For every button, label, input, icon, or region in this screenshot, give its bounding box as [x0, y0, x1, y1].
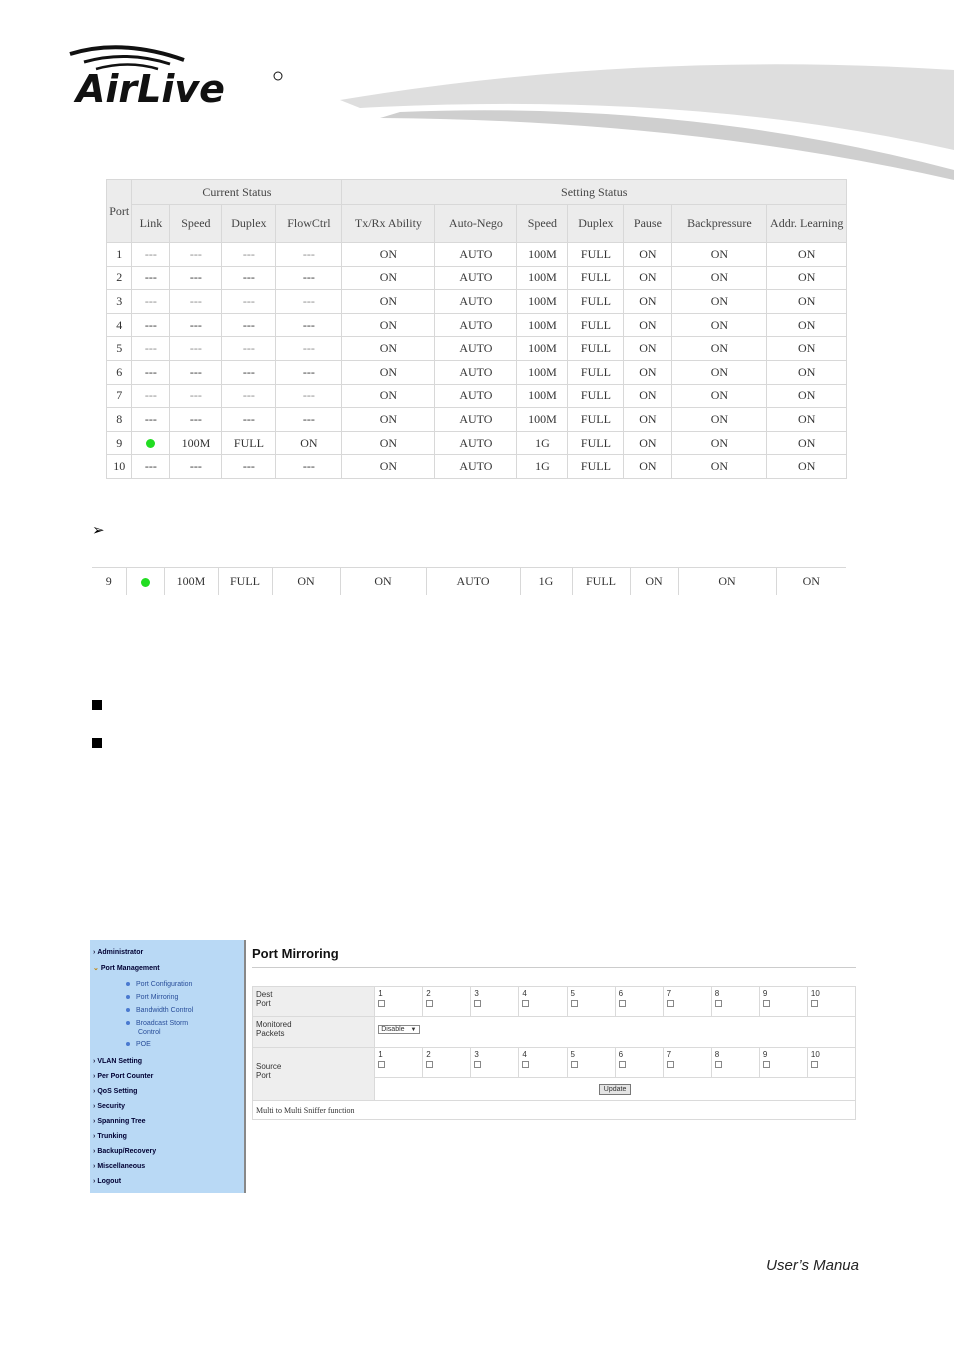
- table-cell-duplex: ---: [222, 384, 276, 408]
- dest-port-cell: [375, 987, 423, 1017]
- page-title: Port Mirroring: [252, 946, 339, 961]
- source-port-cell: [759, 1048, 807, 1078]
- header-swoosh: [340, 60, 954, 180]
- table-cell-duplex: ---: [222, 313, 276, 337]
- table-cell-duplex: ---: [222, 337, 276, 361]
- dest-port-checkbox[interactable]: [522, 1000, 529, 1007]
- table-cell-port: 4: [107, 313, 132, 337]
- source-port-number: 9: [762, 1050, 768, 1059]
- bullet-icon: [126, 1008, 130, 1012]
- table-row: [107, 455, 847, 479]
- dest-port-number: 5: [570, 989, 575, 998]
- table-cell-s_speed: 100M: [517, 290, 568, 314]
- table-cell-link: ---: [132, 290, 170, 314]
- row-cell: ON: [340, 568, 426, 595]
- source-port-label: Source Port: [253, 1048, 375, 1101]
- dest-port-number: 9: [762, 989, 768, 998]
- table-cell-s_duplex: FULL: [568, 431, 624, 455]
- dest-port-cell: [567, 987, 615, 1017]
- table-cell-flow: ---: [276, 408, 342, 432]
- table-cell-flow: ---: [276, 337, 342, 361]
- table-cell-link: ---: [132, 408, 170, 432]
- table-cell-addr: ON: [767, 313, 847, 337]
- dest-port-checkbox[interactable]: [715, 1000, 722, 1007]
- table-cell-duplex: ---: [222, 290, 276, 314]
- table-cell-pause: ON: [624, 290, 672, 314]
- table-cell-s_speed: 1G: [517, 455, 568, 479]
- col-backpressure: Backpressure: [672, 205, 767, 243]
- table-cell-flow: ON: [276, 431, 342, 455]
- table-cell-speed: ---: [170, 266, 222, 290]
- table-cell-nego: AUTO: [435, 408, 517, 432]
- row-cell: FULL: [218, 568, 272, 595]
- table-cell-flow: ---: [276, 313, 342, 337]
- table-cell-pause: ON: [624, 431, 672, 455]
- chevron-down-icon: ⌄: [93, 965, 99, 972]
- table-cell-port: 5: [107, 337, 132, 361]
- dest-port-number: 6: [618, 989, 624, 998]
- chevron-right-icon: ›: [93, 1058, 96, 1065]
- dest-port-number: 7: [666, 989, 672, 998]
- table-cell-flow: ---: [276, 243, 342, 267]
- table-row: [107, 266, 847, 290]
- table-cell-back: ON: [672, 455, 767, 479]
- update-button[interactable]: Update: [599, 1084, 632, 1095]
- table-row: [107, 337, 847, 361]
- table-cell-addr: ON: [767, 290, 847, 314]
- table-cell-back: ON: [672, 360, 767, 384]
- table-cell-port: 7: [107, 384, 132, 408]
- table-cell-speed: ---: [170, 243, 222, 267]
- table-cell-speed: ---: [170, 384, 222, 408]
- dest-port-cell: [711, 987, 759, 1017]
- sniffer-function-note: Multi to Multi Sniffer function: [253, 1101, 856, 1120]
- dest-port-checkbox[interactable]: [571, 1000, 578, 1007]
- source-port-checkbox[interactable]: [619, 1061, 626, 1068]
- link-up-icon: [146, 439, 155, 448]
- dest-port-number: 8: [714, 989, 720, 998]
- sidebar-item-qos-setting[interactable]: › QoS Setting: [93, 1088, 138, 1095]
- col-link: Link: [132, 205, 170, 243]
- dest-port-checkbox[interactable]: [811, 1000, 818, 1007]
- col-flowctrl: FlowCtrl: [276, 205, 342, 243]
- table-row: [107, 290, 847, 314]
- table-cell-nego: AUTO: [435, 455, 517, 479]
- source-port-number: 5: [570, 1050, 575, 1059]
- source-port-number: 1: [378, 1050, 383, 1059]
- table-cell-addr: ON: [767, 266, 847, 290]
- bullet-icon: [126, 995, 130, 999]
- row-cell: 1G: [520, 568, 572, 595]
- col-duplex: Duplex: [222, 205, 276, 243]
- source-port-number: 6: [618, 1050, 624, 1059]
- source-port-number: 3: [474, 1050, 479, 1059]
- table-cell-link: [132, 431, 170, 455]
- row-cell: ON: [678, 568, 776, 595]
- source-port-cell: [615, 1048, 663, 1078]
- row-cell: 100M: [164, 568, 218, 595]
- dest-port-cell: [471, 987, 519, 1017]
- table-cell-nego: AUTO: [435, 384, 517, 408]
- table-cell-link: ---: [132, 455, 170, 479]
- table-cell-back: ON: [672, 408, 767, 432]
- table-cell-speed: ---: [170, 313, 222, 337]
- row-cell: ON: [630, 568, 678, 595]
- source-port-checkbox[interactable]: [378, 1061, 385, 1068]
- table-cell-port: 2: [107, 266, 132, 290]
- monitored-packets-label: Monitored Packets: [253, 1017, 375, 1048]
- dest-port-checkbox[interactable]: [667, 1000, 674, 1007]
- port-9-row: [92, 567, 846, 595]
- source-port-checkbox[interactable]: [571, 1061, 578, 1068]
- table-cell-link: ---: [132, 360, 170, 384]
- source-port-checkbox[interactable]: [715, 1061, 722, 1068]
- table-cell-nego: AUTO: [435, 431, 517, 455]
- table-cell-s_speed: 100M: [517, 313, 568, 337]
- table-cell-s_speed: 100M: [517, 337, 568, 361]
- col-txrx: Tx/Rx Ability: [342, 205, 435, 243]
- col-pause: Pause: [624, 205, 672, 243]
- table-cell-port: 3: [107, 290, 132, 314]
- port-mirroring-table: [252, 986, 856, 1120]
- table-cell-nego: AUTO: [435, 313, 517, 337]
- sidebar-menu: [90, 940, 246, 1193]
- table-row: [107, 313, 847, 337]
- source-port-checkbox[interactable]: [811, 1061, 818, 1068]
- source-port-cell: [567, 1048, 615, 1078]
- sidebar-item-administrator[interactable]: › Administrator: [93, 949, 144, 956]
- table-row: [107, 408, 847, 432]
- dest-port-cell: [663, 987, 711, 1017]
- table-cell-nego: AUTO: [435, 337, 517, 361]
- col-set-speed: Speed: [517, 205, 568, 243]
- table-cell-s_duplex: FULL: [568, 360, 624, 384]
- dest-port-checkbox[interactable]: [763, 1000, 770, 1007]
- chevron-right-icon: ›: [93, 1088, 96, 1095]
- row-cell: ON: [272, 568, 340, 595]
- source-port-checkbox[interactable]: [667, 1061, 674, 1068]
- dest-port-checkbox[interactable]: [426, 1000, 433, 1007]
- arrow-bullet-icon: ➢: [92, 521, 105, 539]
- table-cell-back: ON: [672, 290, 767, 314]
- source-port-cell: [471, 1048, 519, 1078]
- table-row: [107, 360, 847, 384]
- table-cell-s_speed: 100M: [517, 384, 568, 408]
- source-port-cell: [663, 1048, 711, 1078]
- table-cell-s_speed: 100M: [517, 266, 568, 290]
- table-cell-addr: ON: [767, 384, 847, 408]
- square-bullet-icon: [92, 700, 102, 710]
- table-cell-s_duplex: FULL: [568, 290, 624, 314]
- sidebar-sub-port-configuration[interactable]: Port Configuration: [126, 981, 192, 988]
- table-cell-s_speed: 100M: [517, 243, 568, 267]
- table-row: [107, 384, 847, 408]
- table-cell-link: ---: [132, 384, 170, 408]
- source-port-number: 8: [714, 1050, 720, 1059]
- table-cell-nego: AUTO: [435, 243, 517, 267]
- table-cell-nego: AUTO: [435, 290, 517, 314]
- table-cell-pause: ON: [624, 243, 672, 267]
- dest-port-label: Dest Port: [253, 987, 375, 1017]
- table-cell-txrx: ON: [342, 384, 435, 408]
- table-cell-flow: ---: [276, 455, 342, 479]
- sidebar-sub-port-mirroring[interactable]: Port Mirroring: [126, 994, 178, 1001]
- source-port-number: 4: [522, 1050, 527, 1059]
- table-cell-link: ---: [132, 243, 170, 267]
- dropdown-arrow-icon: ▼: [410, 1027, 417, 1033]
- table-cell-txrx: ON: [342, 408, 435, 432]
- table-cell-port: 9: [107, 431, 132, 455]
- table-cell-s_duplex: FULL: [568, 408, 624, 432]
- table-cell-duplex: FULL: [222, 431, 276, 455]
- table-cell-link: ---: [132, 266, 170, 290]
- source-port-cell: [807, 1048, 855, 1078]
- table-cell-pause: ON: [624, 337, 672, 361]
- chevron-right-icon: ›: [93, 1073, 96, 1080]
- airlive-logo: [62, 42, 292, 112]
- dest-port-cell: [807, 987, 855, 1017]
- dest-port-number: 3: [474, 989, 479, 998]
- source-port-number: 2: [426, 1050, 431, 1059]
- table-cell-txrx: ON: [342, 243, 435, 267]
- source-port-number: 10: [810, 1050, 820, 1059]
- table-cell-s_duplex: FULL: [568, 313, 624, 337]
- table-cell-pause: ON: [624, 313, 672, 337]
- table-cell-addr: ON: [767, 360, 847, 384]
- table-cell-s_speed: 1G: [517, 431, 568, 455]
- table-cell-pause: ON: [624, 455, 672, 479]
- table-cell-back: ON: [672, 384, 767, 408]
- table-cell-back: ON: [672, 313, 767, 337]
- table-cell-addr: ON: [767, 408, 847, 432]
- dest-port-cell: [519, 987, 567, 1017]
- page-footer: User’s Manua: [766, 1257, 859, 1274]
- table-cell-back: ON: [672, 431, 767, 455]
- table-cell-s_duplex: FULL: [568, 384, 624, 408]
- table-cell-txrx: ON: [342, 455, 435, 479]
- row-cell: AUTO: [426, 568, 520, 595]
- table-cell-port: 8: [107, 408, 132, 432]
- table-cell-speed: ---: [170, 290, 222, 314]
- table-cell-port: 10: [107, 455, 132, 479]
- table-cell-s_duplex: FULL: [568, 243, 624, 267]
- dest-port-checkbox[interactable]: [619, 1000, 626, 1007]
- dest-port-number: 1: [378, 989, 383, 998]
- chevron-right-icon: ›: [93, 949, 96, 956]
- row-cell: FULL: [572, 568, 630, 595]
- col-set-duplex: Duplex: [568, 205, 624, 243]
- bullet-icon: [126, 1021, 130, 1025]
- table-cell-pause: ON: [624, 266, 672, 290]
- port-mirroring-screenshot: [90, 940, 856, 1194]
- chevron-right-icon: ›: [93, 1103, 96, 1110]
- source-port-checkbox[interactable]: [522, 1061, 529, 1068]
- port-status-table: [106, 179, 847, 479]
- table-cell-link: ---: [132, 313, 170, 337]
- table-cell-link: ---: [132, 337, 170, 361]
- table-cell-pause: ON: [624, 408, 672, 432]
- table-cell-speed: ---: [170, 337, 222, 361]
- dest-port-number: 10: [810, 989, 820, 998]
- table-cell-duplex: ---: [222, 266, 276, 290]
- bullet-icon: [126, 982, 130, 986]
- dest-port-cell: [615, 987, 663, 1017]
- sidebar-sub-control[interactable]: Control: [138, 1029, 161, 1036]
- sidebar-item-port-management[interactable]: ⌄ Port Management: [93, 965, 160, 972]
- port-mirroring-content: [252, 940, 856, 1194]
- col-addr-learning: Addr. Learning: [767, 205, 847, 243]
- table-cell-duplex: ---: [222, 243, 276, 267]
- sidebar-item-trunking[interactable]: › Trunking: [93, 1133, 127, 1140]
- table-cell-flow: ---: [276, 290, 342, 314]
- table-cell-duplex: ---: [222, 360, 276, 384]
- table-cell-speed: 100M: [170, 431, 222, 455]
- source-port-cell: [519, 1048, 567, 1078]
- sidebar-item-per-port-counter[interactable]: › Per Port Counter: [93, 1073, 154, 1080]
- table-cell-s_duplex: FULL: [568, 337, 624, 361]
- table-cell-s_duplex: FULL: [568, 455, 624, 479]
- source-port-checkbox[interactable]: [474, 1061, 481, 1068]
- col-speed: Speed: [170, 205, 222, 243]
- row-cell: [126, 568, 164, 595]
- table-cell-txrx: ON: [342, 266, 435, 290]
- sidebar-sub-broadcast-storm[interactable]: Broadcast Storm: [126, 1020, 188, 1027]
- table-cell-speed: ---: [170, 408, 222, 432]
- sidebar-item-miscellaneous[interactable]: › Miscellaneous: [93, 1163, 146, 1170]
- row-cell: 9: [92, 568, 126, 595]
- source-port-cell: [423, 1048, 471, 1078]
- chevron-right-icon: ›: [93, 1133, 96, 1140]
- table-cell-s_speed: 100M: [517, 360, 568, 384]
- row-cell: ON: [776, 568, 846, 595]
- table-cell-s_speed: 100M: [517, 408, 568, 432]
- table-cell-port: 1: [107, 243, 132, 267]
- bullet-icon: [126, 1042, 130, 1046]
- table-cell-back: ON: [672, 337, 767, 361]
- group-setting-status: Setting Status: [342, 180, 847, 205]
- svg-text:AirLive: AirLive: [76, 67, 225, 111]
- table-cell-speed: ---: [170, 455, 222, 479]
- dest-port-cell: [759, 987, 807, 1017]
- chevron-right-icon: ›: [93, 1118, 96, 1125]
- source-port-cell: [711, 1048, 759, 1078]
- table-cell-txrx: ON: [342, 290, 435, 314]
- dest-port-number: 4: [522, 989, 527, 998]
- table-cell-txrx: ON: [342, 337, 435, 361]
- table-cell-txrx: ON: [342, 360, 435, 384]
- square-bullet-icon: [92, 738, 102, 748]
- table-cell-pause: ON: [624, 384, 672, 408]
- chevron-right-icon: ›: [93, 1148, 96, 1155]
- table-cell-back: ON: [672, 243, 767, 267]
- sidebar-sub-poe[interactable]: POE: [126, 1041, 151, 1048]
- table-cell-pause: ON: [624, 360, 672, 384]
- dest-port-checkbox[interactable]: [378, 1000, 385, 1007]
- table-cell-addr: ON: [767, 455, 847, 479]
- table-row: [107, 243, 847, 267]
- sidebar-item-logout[interactable]: › Logout: [93, 1178, 122, 1185]
- col-autonego: Auto-Nego: [435, 205, 517, 243]
- table-cell-txrx: ON: [342, 313, 435, 337]
- chevron-right-icon: ›: [93, 1163, 96, 1170]
- table-cell-nego: AUTO: [435, 266, 517, 290]
- sidebar-item-vlan-setting[interactable]: › VLAN Setting: [93, 1058, 143, 1065]
- sidebar-item-backup-recovery[interactable]: › Backup/Recovery: [93, 1148, 157, 1155]
- col-port: Port: [107, 180, 132, 243]
- dest-port-cell: [423, 987, 471, 1017]
- sidebar-item-security[interactable]: › Security: [93, 1103, 125, 1110]
- table-cell-flow: ---: [276, 384, 342, 408]
- table-cell-duplex: ---: [222, 408, 276, 432]
- table-cell-nego: AUTO: [435, 360, 517, 384]
- table-cell-flow: ---: [276, 266, 342, 290]
- table-cell-addr: ON: [767, 243, 847, 267]
- group-current-status: Current Status: [132, 180, 342, 205]
- table-row: [107, 431, 847, 455]
- source-port-number: 7: [666, 1050, 672, 1059]
- table-cell-speed: ---: [170, 360, 222, 384]
- monitored-packets-select[interactable]: Disable ▼: [378, 1025, 419, 1034]
- table-cell-duplex: ---: [222, 455, 276, 479]
- sidebar-item-spanning-tree[interactable]: › Spanning Tree: [93, 1118, 146, 1125]
- table-cell-txrx: ON: [342, 431, 435, 455]
- chevron-right-icon: ›: [93, 1178, 96, 1185]
- table-cell-s_duplex: FULL: [568, 266, 624, 290]
- table-cell-addr: ON: [767, 431, 847, 455]
- link-up-icon: [141, 578, 150, 587]
- dest-port-checkbox[interactable]: [474, 1000, 481, 1007]
- update-cell: [375, 1078, 856, 1101]
- title-divider: [252, 967, 856, 968]
- sidebar-sub-bandwidth-control[interactable]: Bandwidth Control: [126, 1007, 193, 1014]
- dest-port-number: 2: [426, 989, 431, 998]
- source-port-checkbox[interactable]: [426, 1061, 433, 1068]
- table-cell-port: 6: [107, 360, 132, 384]
- table-cell-addr: ON: [767, 337, 847, 361]
- table-cell-back: ON: [672, 266, 767, 290]
- source-port-checkbox[interactable]: [763, 1061, 770, 1068]
- monitored-packets-cell: [375, 1017, 856, 1048]
- table-cell-flow: ---: [276, 360, 342, 384]
- source-port-cell: [375, 1048, 423, 1078]
